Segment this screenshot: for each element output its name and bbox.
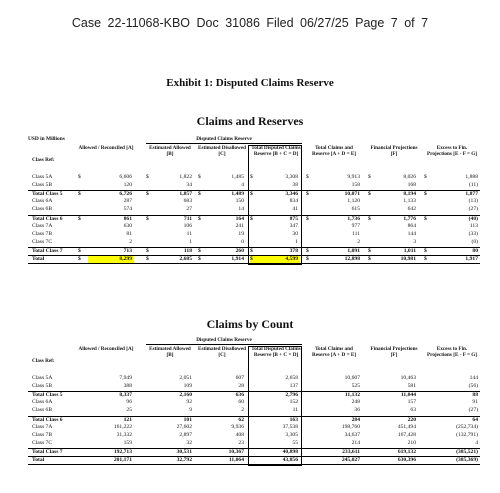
total-disputed-value: 43,856 bbox=[282, 457, 298, 463]
estimated-allowed-value: 101 bbox=[183, 416, 192, 423]
financial-projections-value: 864 bbox=[407, 222, 416, 229]
total-disputed-reserve-header: Total Disputed Claims Reserve [B + C = D] bbox=[251, 346, 301, 359]
estimated-allowed-value: 2,160 bbox=[179, 392, 192, 399]
allowed-value: 192,713 bbox=[113, 448, 132, 455]
allowed-value: 6,606 bbox=[119, 174, 132, 180]
financial-projections-value: 10,981 bbox=[400, 256, 416, 262]
estimated-allowed-value: 30,531 bbox=[176, 448, 192, 455]
excess-value: (252,734) bbox=[456, 423, 478, 430]
estimated-allowed-value: 34 bbox=[186, 182, 192, 189]
exhibit-title: Exhibit 1: Disputed Claims Reserve bbox=[166, 77, 334, 89]
excess-value: (27) bbox=[468, 206, 478, 213]
class-label: Class 6A bbox=[32, 399, 53, 406]
currency-symbol: $ bbox=[146, 247, 149, 254]
claims-and-reserves-table bbox=[28, 136, 480, 286]
estimated-allowed-value: 27,602 bbox=[176, 423, 192, 430]
excess-value: 144 bbox=[469, 375, 478, 381]
excess-value: (385,369) bbox=[456, 457, 478, 463]
estimated-allowed-value: 2,897 bbox=[179, 431, 192, 438]
total-claims-value: 977 bbox=[351, 222, 360, 229]
class-label: Total Class 7 bbox=[32, 247, 63, 254]
estimated-disallowed-value: 2 bbox=[241, 407, 244, 414]
class-label: Total Class 5 bbox=[32, 392, 63, 399]
total-claims-value: 198,760 bbox=[341, 423, 360, 430]
estimated-disallowed-value: 1,485 bbox=[231, 174, 244, 180]
class-label: Total Class 7 bbox=[32, 448, 63, 455]
class-label: Class 7B bbox=[32, 230, 53, 237]
allowed-value: 713 bbox=[123, 247, 132, 254]
excess-value: (33) bbox=[468, 230, 478, 237]
total-disputed-value: 834 bbox=[289, 198, 298, 205]
total-disputed-value: 38 bbox=[292, 182, 298, 189]
total-claims-value: 233,611 bbox=[342, 448, 360, 455]
total-disputed-column-box bbox=[248, 145, 302, 265]
currency-symbol: $ bbox=[78, 247, 81, 254]
allowed-value: 31,332 bbox=[116, 431, 132, 438]
total-disputed-value: 347 bbox=[289, 222, 298, 229]
total-claims-value: 36 bbox=[354, 407, 360, 414]
class-ref-header: Class Ref: bbox=[32, 157, 55, 163]
total-disputed-value: 1 bbox=[295, 238, 298, 245]
estimated-allowed-value: 27 bbox=[186, 206, 192, 213]
class-label: Class 5A bbox=[32, 375, 53, 381]
total-disputed-value: 163 bbox=[289, 416, 298, 423]
currency-symbol: $ bbox=[250, 174, 253, 180]
class-label: Class 6B bbox=[32, 206, 53, 213]
estimated-disallowed-value: 60 bbox=[238, 399, 244, 406]
currency-symbol: $ bbox=[368, 215, 371, 222]
currency-symbol: $ bbox=[306, 191, 309, 198]
estimated-disallowed-value: 19 bbox=[238, 230, 244, 237]
total-disputed-value: 37,538 bbox=[282, 423, 298, 430]
excess-value: 1,888 bbox=[465, 174, 478, 180]
allowed-value: 8,337 bbox=[119, 392, 132, 399]
class-label: Total bbox=[32, 457, 45, 463]
financial-projections-value: 642 bbox=[407, 206, 416, 213]
class-label: Class 6A bbox=[32, 198, 53, 205]
total-claims-value: 2 bbox=[357, 238, 360, 245]
currency-symbol: $ bbox=[250, 256, 253, 262]
currency-symbol: $ bbox=[250, 215, 253, 222]
currency-symbol: $ bbox=[198, 174, 201, 180]
estimated-allowed-value: 109 bbox=[183, 383, 192, 390]
excess-value: (132,791) bbox=[456, 431, 478, 438]
total-claims-value: 245,027 bbox=[341, 457, 360, 463]
estimated-allowed-header: Estimated Allowed [B] bbox=[149, 346, 191, 359]
estimated-disallowed-value: 62 bbox=[238, 416, 244, 423]
excess-fin-projections-header: Excess to Fin. Projections [E - F = G] bbox=[426, 145, 478, 158]
currency-symbol: $ bbox=[250, 191, 253, 198]
financial-projections-value: 619,132 bbox=[397, 448, 416, 455]
total-disputed-value: 4,599 bbox=[285, 256, 298, 262]
estimated-disallowed-header: Estimated Disallowed [C] bbox=[198, 346, 246, 359]
currency-symbol: $ bbox=[368, 174, 371, 180]
total-claims-value: 11,132 bbox=[344, 392, 360, 399]
allowed-value: 861 bbox=[123, 215, 132, 222]
financial-projections-value: 1,133 bbox=[403, 198, 416, 205]
total-disputed-value: 55 bbox=[292, 439, 298, 446]
total-disputed-value: 30 bbox=[292, 230, 298, 237]
financial-projections-header: Financial Projections [F] bbox=[370, 346, 418, 359]
estimated-disallowed-value: 636 bbox=[235, 392, 244, 399]
class-label: Class 5B bbox=[32, 383, 53, 390]
excess-value: (40) bbox=[468, 215, 478, 222]
currency-symbol: $ bbox=[146, 191, 149, 198]
currency-symbol: $ bbox=[424, 174, 427, 180]
estimated-allowed-value: 1 bbox=[189, 238, 192, 245]
total-disputed-value: 2,796 bbox=[285, 392, 298, 399]
estimated-disallowed-value: 14 bbox=[238, 206, 244, 213]
financial-projections-value: 10,463 bbox=[400, 375, 416, 381]
financial-projections-value: 3 bbox=[413, 238, 416, 245]
estimated-disallowed-value: 241 bbox=[235, 222, 244, 229]
allowed-value: 201,171 bbox=[113, 457, 132, 463]
excess-value: 1,917 bbox=[465, 256, 478, 262]
estimated-disallowed-value: 23 bbox=[238, 439, 244, 446]
claims-by-count-title: Claims by Count bbox=[206, 317, 294, 331]
financial-projections-value: 157 bbox=[407, 399, 416, 406]
excess-value: 88 bbox=[472, 392, 478, 399]
total-claims-value: 525 bbox=[351, 383, 360, 390]
currency-symbol: $ bbox=[78, 215, 81, 222]
total-disputed-value: 40,898 bbox=[282, 448, 298, 455]
estimated-disallowed-value: 1,489 bbox=[231, 191, 244, 198]
total-disputed-value: 152 bbox=[289, 399, 298, 406]
estimated-disallowed-value: 164 bbox=[235, 215, 244, 222]
estimated-allowed-value: 9 bbox=[189, 407, 192, 414]
total-claims-value: 1,736 bbox=[347, 215, 360, 222]
estimated-disallowed-value: 28 bbox=[238, 383, 244, 390]
financial-projections-value: 210 bbox=[407, 439, 416, 446]
estimated-allowed-value: 1,857 bbox=[179, 191, 192, 198]
currency-symbol: $ bbox=[78, 191, 81, 198]
currency-symbol: $ bbox=[424, 191, 427, 198]
total-claims-value: 34,637 bbox=[344, 431, 360, 438]
total-claims-value: 10,607 bbox=[344, 375, 360, 381]
allowed-value: 388 bbox=[123, 383, 132, 390]
excess-value: (56) bbox=[468, 383, 478, 390]
allowed-value: 81 bbox=[126, 230, 132, 237]
financial-projections-value: 630,396 bbox=[397, 457, 416, 463]
class-label: Total Class 6 bbox=[32, 215, 63, 222]
allowed-value: 7,949 bbox=[119, 375, 132, 381]
total-disputed-value: 2,658 bbox=[285, 375, 298, 381]
currency-symbol: $ bbox=[306, 174, 309, 180]
claims-and-reserves-title: Claims and Reserves bbox=[196, 114, 304, 128]
total-claims-value: 12,898 bbox=[344, 256, 360, 262]
currency-symbol: $ bbox=[146, 215, 149, 222]
allowed-value: 159 bbox=[123, 439, 132, 446]
total-disputed-value: 11 bbox=[292, 407, 298, 414]
class-label: Total Class 6 bbox=[32, 416, 63, 423]
class-label: Total bbox=[32, 256, 45, 262]
currency-symbol: $ bbox=[198, 191, 201, 198]
allowed-value: 574 bbox=[123, 206, 132, 213]
estimated-disallowed-value: 150 bbox=[235, 198, 244, 205]
units-label: USD in Millions bbox=[28, 136, 65, 142]
estimated-allowed-value: 1,822 bbox=[179, 174, 192, 180]
allowed-value: 120 bbox=[123, 182, 132, 189]
excess-value: 91 bbox=[472, 399, 478, 406]
total-claims-value: 1,120 bbox=[347, 198, 360, 205]
estimated-allowed-value: 711 bbox=[183, 215, 192, 222]
excess-value: 113 bbox=[469, 222, 478, 229]
total-claims-value: 111 bbox=[352, 230, 360, 237]
claims-by-count-table bbox=[28, 337, 480, 487]
total-claims-value: 1,091 bbox=[347, 247, 360, 254]
financial-projections-value: 1,776 bbox=[403, 215, 416, 222]
allowed-value: 2 bbox=[129, 238, 132, 245]
estimated-allowed-value: 106 bbox=[183, 222, 192, 229]
total-disputed-value: 875 bbox=[289, 215, 298, 222]
class-label: Total Class 5 bbox=[32, 191, 63, 198]
excess-value: (385,521) bbox=[456, 448, 478, 455]
estimated-disallowed-header: Estimated Disallowed [C] bbox=[198, 145, 246, 158]
disputed-claims-reserve-group-label: Disputed Claims Reserve bbox=[146, 136, 302, 144]
financial-projections-value: 220 bbox=[407, 416, 416, 423]
currency-symbol: $ bbox=[146, 174, 149, 180]
excess-fin-projections-header: Excess to Fin. Projections [E - F = G] bbox=[426, 346, 478, 359]
currency-symbol: $ bbox=[368, 256, 371, 262]
financial-projections-header: Financial Projections [F] bbox=[370, 145, 418, 158]
estimated-disallowed-value: 1,914 bbox=[231, 256, 244, 262]
estimated-allowed-value: 683 bbox=[183, 198, 192, 205]
financial-projections-value: 11,044 bbox=[400, 392, 416, 399]
excess-value: 1,877 bbox=[465, 191, 478, 198]
financial-projections-value: 144 bbox=[407, 230, 416, 237]
allowed-value: 630 bbox=[123, 222, 132, 229]
total-disputed-value: 137 bbox=[289, 383, 298, 390]
total-disputed-reserve-header: Total Disputed Claims Reserve [B + C = D] bbox=[251, 145, 301, 158]
excess-value: (27) bbox=[468, 407, 478, 414]
estimated-disallowed-value: 408 bbox=[235, 431, 244, 438]
excess-value: (11) bbox=[468, 182, 478, 189]
estimated-allowed-value: 32,792 bbox=[176, 457, 192, 463]
estimated-allowed-value: 32 bbox=[186, 439, 192, 446]
total-disputed-value: 378 bbox=[289, 247, 298, 254]
allowed-value: 287 bbox=[123, 198, 132, 205]
allowed-value: 121 bbox=[123, 416, 132, 423]
financial-projections-value: 63 bbox=[410, 407, 416, 414]
estimated-disallowed-value: 4 bbox=[241, 182, 244, 189]
total-claims-value: 9,913 bbox=[347, 174, 360, 180]
excess-value: (0) bbox=[471, 238, 478, 245]
estimated-allowed-value: 2,051 bbox=[179, 375, 192, 381]
financial-projections-value: 168 bbox=[407, 182, 416, 189]
total-claims-reserve-header: Total Claims and Reserve [A + D = E] bbox=[311, 346, 357, 359]
total-claims-value: 615 bbox=[351, 206, 360, 213]
currency-symbol: $ bbox=[424, 247, 427, 254]
allowed-value: 161,222 bbox=[113, 423, 132, 430]
estimated-allowed-value: 2,685 bbox=[179, 256, 192, 262]
total-disputed-column-box bbox=[248, 346, 302, 466]
financial-projections-value: 8,026 bbox=[403, 174, 416, 180]
estimated-disallowed-value: 260 bbox=[235, 247, 244, 254]
estimated-allowed-value: 118 bbox=[183, 247, 192, 254]
allowed-reconciled-header: Allowed / Reconciled [A] bbox=[78, 145, 134, 151]
financial-projections-value: 1,011 bbox=[403, 247, 416, 254]
currency-symbol: $ bbox=[306, 247, 309, 254]
currency-symbol: $ bbox=[250, 247, 253, 254]
currency-symbol: $ bbox=[368, 191, 371, 198]
allowed-value: 6,726 bbox=[119, 191, 132, 198]
class-label: Class 7A bbox=[32, 423, 53, 430]
currency-symbol: $ bbox=[198, 256, 201, 262]
allowed-reconciled-header: Allowed / Reconciled [A] bbox=[78, 346, 134, 352]
currency-symbol: $ bbox=[306, 215, 309, 222]
total-disputed-value: 3,305 bbox=[285, 431, 298, 438]
page-header: Case 22-11068-KBO Doc 31086 Filed 06/27/25 Page 7 of 7 bbox=[71, 16, 429, 30]
excess-value: 80 bbox=[472, 247, 478, 254]
class-label: Class 6B bbox=[32, 407, 53, 414]
excess-value: 64 bbox=[472, 416, 478, 423]
total-claims-value: 214 bbox=[351, 439, 360, 446]
total-claims-value: 248 bbox=[351, 399, 360, 406]
class-label: Class 7A bbox=[32, 222, 53, 229]
allowed-value: 8,299 bbox=[119, 256, 132, 262]
disputed-claims-reserve-group-label: Disputed Claims Reserve bbox=[146, 337, 302, 345]
estimated-allowed-header: Estimated Allowed [B] bbox=[149, 145, 191, 158]
financial-projections-value: 581 bbox=[407, 383, 416, 390]
allowed-value: 96 bbox=[126, 399, 132, 406]
estimated-disallowed-value: 9,936 bbox=[231, 423, 244, 430]
class-ref-header: Class Ref: bbox=[32, 358, 55, 364]
class-label: Class 5A bbox=[32, 174, 53, 180]
total-disputed-value: 41 bbox=[292, 206, 298, 213]
total-disputed-value: 3,308 bbox=[285, 174, 298, 180]
estimated-allowed-value: 11 bbox=[186, 230, 192, 237]
currency-symbol: $ bbox=[424, 256, 427, 262]
total-claims-value: 10,071 bbox=[344, 191, 360, 198]
total-claims-value: 284 bbox=[351, 416, 360, 423]
total-claims-reserve-header: Total Claims and Reserve [A + D = E] bbox=[311, 145, 357, 158]
currency-symbol: $ bbox=[424, 215, 427, 222]
currency-symbol: $ bbox=[368, 247, 371, 254]
currency-symbol: $ bbox=[78, 256, 81, 262]
estimated-allowed-value: 92 bbox=[186, 399, 192, 406]
estimated-disallowed-value: 10,367 bbox=[228, 448, 244, 455]
class-label: Class 7C bbox=[32, 439, 53, 446]
financial-projections-value: 8,194 bbox=[403, 191, 416, 198]
total-disputed-value: 3,346 bbox=[285, 191, 298, 198]
estimated-disallowed-value: 0 bbox=[241, 238, 244, 245]
currency-symbol: $ bbox=[306, 256, 309, 262]
excess-value: 4 bbox=[475, 439, 478, 446]
allowed-value: 25 bbox=[126, 407, 132, 414]
currency-symbol: $ bbox=[198, 247, 201, 254]
class-label: Class 7C bbox=[32, 238, 53, 245]
estimated-disallowed-value: 607 bbox=[235, 375, 244, 381]
class-label: Class 7B bbox=[32, 431, 53, 438]
currency-symbol: $ bbox=[198, 215, 201, 222]
currency-symbol: $ bbox=[78, 174, 81, 180]
currency-symbol: $ bbox=[146, 256, 149, 262]
class-label: Class 5B bbox=[32, 182, 53, 189]
total-claims-value: 158 bbox=[351, 182, 360, 189]
financial-projections-value: 451,494 bbox=[397, 423, 416, 430]
estimated-disallowed-value: 11,064 bbox=[228, 457, 244, 463]
financial-projections-value: 167,428 bbox=[397, 431, 416, 438]
excess-value: (13) bbox=[468, 198, 478, 205]
